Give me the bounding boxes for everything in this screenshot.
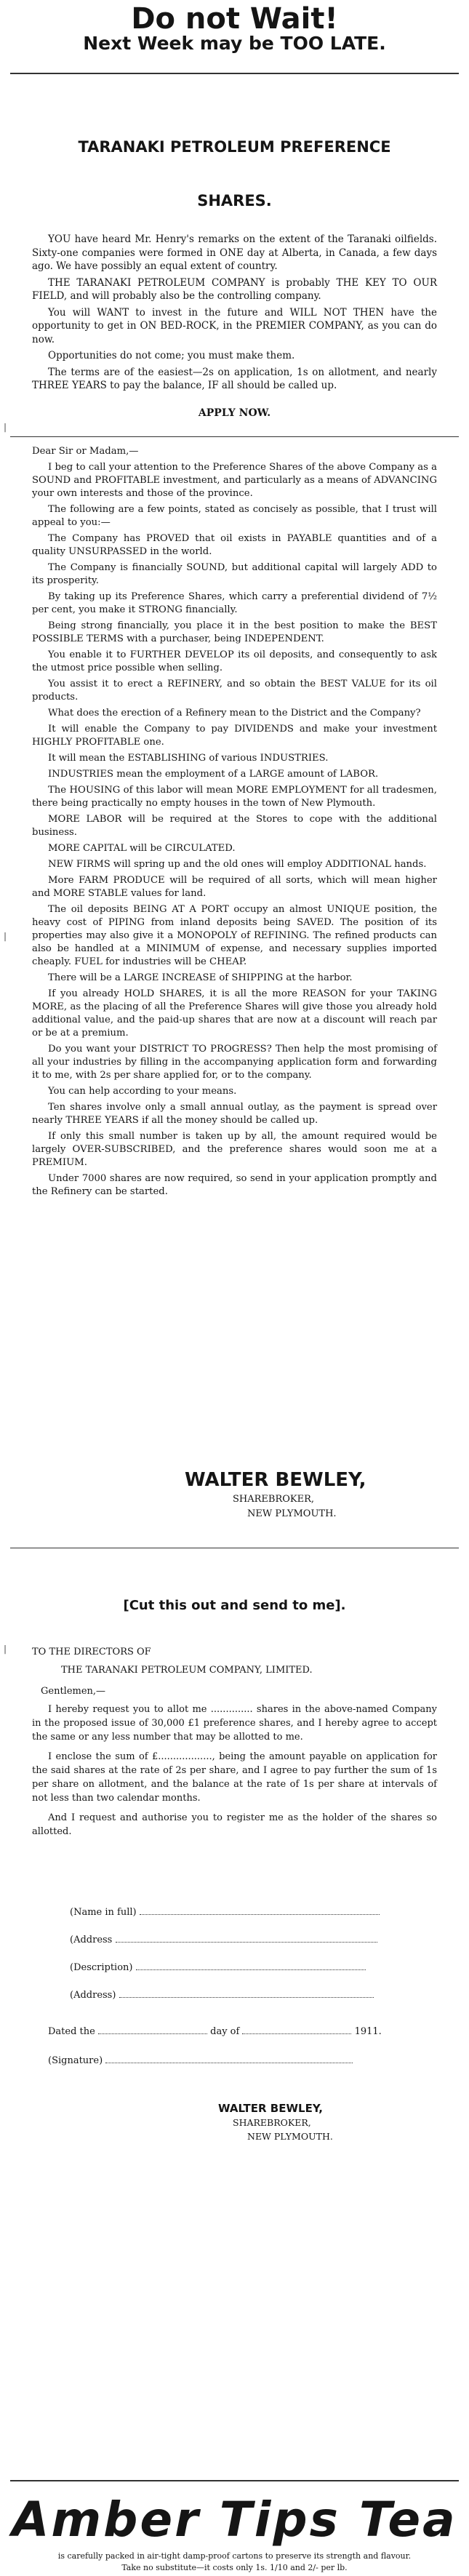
intro-paragraph: The terms are of the easiest—2s on application, 1s on allotment, and nearly THREE YEARS to pay the balance, IF all should be called up. <box>32 366 437 391</box>
signature-block-2 <box>218 2102 333 2143</box>
letter-paragraph: It will mean the ESTABLISHING of various INDUSTRIES. <box>48 753 329 764</box>
intro-paragraph: YOU have heard Mr. Henry's remarks on the extent of the Taranaki oilfields. Sixty-one companies were formed in ONE day at Alberta, in Canada, a few days ago. We have possibly an equal extent of country. <box>32 233 437 272</box>
letter-paragraph: INDUSTRIES mean the employment of a LARGE amount of LABOR. <box>48 769 379 780</box>
letter-paragraph: There will be a LARGE INCREASE of SHIPPING at the harbor. <box>48 972 353 983</box>
description-field-label: (Description) <box>70 1962 133 1973</box>
signature-field-label: (Signature) <box>48 2055 103 2066</box>
letter-paragraph: MORE LABOR will be required at the Stores to cope with the additional business. <box>32 814 437 838</box>
letter-paragraph: The Company has PROVED that oil exists in PAYABLE quantities and of a quality UNSURPASSED in the world. <box>32 533 437 557</box>
letter-paragraph: More FARM PRODUCE will be required of all sorts, which will mean higher and MORE STABLE values for land. <box>32 875 437 899</box>
form-paragraph: And I request and authorise you to register me as the holder of the shares so allotted. <box>32 1812 437 1837</box>
letter-paragraph: If you already HOLD SHARES, it is all the more REASON for your TAKING MORE, as the placing of all the Preference Shares will give those you already hold additional value, and the paid-up shares that are now at a discount will reach par or be at a premium. <box>32 988 437 1039</box>
intro-paragraph: THE TARANAKI PETROLEUM COMPANY is probably THE KEY TO OUR FIELD, and will probably also be the controlling company. <box>32 276 437 302</box>
letter-paragraph: If only this small number is taken up by all, the amount required would be largely OVER-SUBSCRIBED, and the preference shares would soon me at a PREMIUM. <box>32 1131 437 1168</box>
letter-paragraph: You can help according to your means. <box>48 1086 237 1097</box>
dated-blank <box>98 2025 207 2034</box>
address-field <box>70 1933 377 1947</box>
divider <box>10 436 459 437</box>
application-form <box>32 1645 437 1843</box>
signatory-title-2: SHAREBROKER, <box>233 2117 311 2128</box>
letter-paragraph: Under 7000 shares are now required, so send in your application promptly and the Refinery can be started. <box>32 1173 437 1197</box>
description-field <box>70 1961 366 1975</box>
amber-tips-heading: Amber Tips Tea <box>12 2492 457 2548</box>
apply-now: APPLY NOW. <box>198 407 271 419</box>
dated-year: 1911. <box>354 2026 382 2037</box>
form-greeting: Gentlemen,— <box>41 1686 106 1697</box>
signatory-place: NEW PLYMOUTH. <box>247 1508 337 1519</box>
amber-line2: Take no substitute—it costs only 1s. 1/10 and 2/- per lb. <box>121 2563 348 2572</box>
form-paragraph: I hereby request you to allot me .............. shares in the above-named Company in the proposed issue of 30,000 £1 preference shares, and I hereby agree to accept the same or any less number that may be allotted to me. <box>32 1704 437 1743</box>
divider <box>10 2480 459 2481</box>
signatory-title: SHAREBROKER, <box>233 1494 315 1505</box>
address-blank <box>116 1933 377 1943</box>
letter-paragraph: MORE CAPITAL will be CIRCULATED. <box>48 843 236 854</box>
letter-paragraph: Ten shares involve only a small annual outlay, as the payment is spread over nearly THREE YEARS if all the money should be called up. <box>32 1102 437 1126</box>
letter-paragraph: You enable it to FURTHER DEVELOP its oil deposits, and consequently to ask the utmost price possible when selling. <box>32 649 437 673</box>
column-mark: | <box>4 422 7 432</box>
letter-paragraph: NEW FIRMS will spring up and the old ones will employ ADDITIONAL hands. <box>48 859 427 870</box>
letter-paragraph: I beg to call your attention to the Preference Shares of the above Company as a SOUND and PROFITABLE investment, and particularly as a means of ADVANCING your own interests and those of the province. <box>32 462 437 499</box>
name-field-label: (Name in full) <box>70 1907 137 1918</box>
dated-prefix: Dated the <box>48 2026 95 2037</box>
intro-section <box>32 233 437 396</box>
name-field <box>70 1905 380 1919</box>
month-blank <box>242 2025 351 2034</box>
amber-line1: is carefully packed in air-tight damp-proof cartons to preserve its strength and flavour. <box>57 2551 412 2561</box>
addressee-line: TO THE DIRECTORS OF <box>32 1647 151 1657</box>
address2-field-label: (Address) <box>70 1990 116 2001</box>
form-paragraph: I enclose the sum of £.................., being the amount payable on application for the said shares at the rate of 2s per share, and I agree to pay further the sum of 1s per share on allotment, and the balance at the rate of 1s per share at intervals of not less than two calendar months. <box>32 1751 437 1804</box>
signatory-place-2: NEW PLYMOUTH. <box>247 2131 333 2142</box>
column-mark: | <box>4 1644 7 1654</box>
intro-paragraph: Opportunities do not come; you must make them. <box>48 350 295 361</box>
letter-paragraph: The Company is financially SOUND, but additional capital will largely ADD to its prosperity. <box>32 562 437 586</box>
letter-paragraph: It will enable the Company to pay DIVIDENDS and make your investment HIGHLY PROFITABLE one. <box>32 724 437 748</box>
dated-mid: day of <box>210 2026 240 2037</box>
letter-paragraph: Being strong financially, you place it in the best position to make the BEST POSSIBLE TERMS with a purchaser, being INDEPENDENT. <box>32 620 437 644</box>
letter-paragraph: Do you want your DISTRICT TO PROGRESS? Then help the most promising of all your industries by filling in the accompanying application form and forwarding it to me, with 2s per share applied for, or to the company. <box>32 1044 437 1081</box>
description-blank <box>136 1961 366 1970</box>
signature-block <box>185 1468 366 1521</box>
letter-paragraph: The oil deposits BEING AT A PORT occupy an almost UNIQUE position, the heavy cost of PIPING from inland deposits being SAVED. The position of its properties may also give it a MONOPOLY of REFINING. The refined products can also be handled at a MINIMUM of expense, and necessary supplies imported cheaply. FUEL for industries will be CHEAP. <box>32 904 437 967</box>
headline: Do not Wait! <box>131 2 338 36</box>
signature-blank <box>105 2054 353 2063</box>
addressee-company: THE TARANAKI PETROLEUM COMPANY, LIMITED. <box>61 1665 313 1676</box>
divider <box>10 73 459 74</box>
signature-field <box>48 2054 353 2068</box>
cut-out-heading: [Cut this out and send to me]. <box>123 1598 346 1613</box>
ad-title-line2: SHARES. <box>197 192 272 209</box>
letter-paragraph: By taking up its Preference Shares, which carry a preferential dividend of 7½ per cent, you make it STRONG financially. <box>32 591 437 615</box>
signatory-name: WALTER BEWLEY, <box>185 1469 366 1491</box>
ad-title-line1: TARANAKI PETROLEUM PREFERENCE <box>78 138 391 156</box>
intro-paragraph: You will WANT to invest in the future and WILL NOT THEN have the opportunity to get in ON BED-ROCK, in the PREMIER COMPANY, as you can do now. <box>32 306 437 345</box>
address-field-label: (Address <box>70 1935 113 1945</box>
letter-paragraph: The following are a few points, stated as concisely as possible, that I trust will appeal to you:— <box>32 504 437 528</box>
dated-line <box>48 2025 382 2039</box>
address2-field <box>70 1988 374 2002</box>
letter-paragraph: The HOUSING of this labor will mean MORE EMPLOYMENT for all tradesmen, there being practically no empty houses in the town of New Plymouth. <box>32 785 437 809</box>
signatory-name-2: WALTER BEWLEY, <box>218 2102 323 2115</box>
letter-paragraph: You assist it to erect a REFINERY, and so obtain the BEST VALUE for its oil products. <box>32 679 437 703</box>
name-blank <box>140 1905 380 1915</box>
subheadline: Next Week may be TOO LATE. <box>83 33 386 54</box>
letter-paragraph: What does the erection of a Refinery mean to the District and the Company? <box>48 708 421 719</box>
letter-section <box>32 445 437 1201</box>
salutation: Dear Sir or Madam,— <box>32 446 139 457</box>
column-mark: | <box>4 931 7 941</box>
address2-blank <box>119 1988 374 1998</box>
